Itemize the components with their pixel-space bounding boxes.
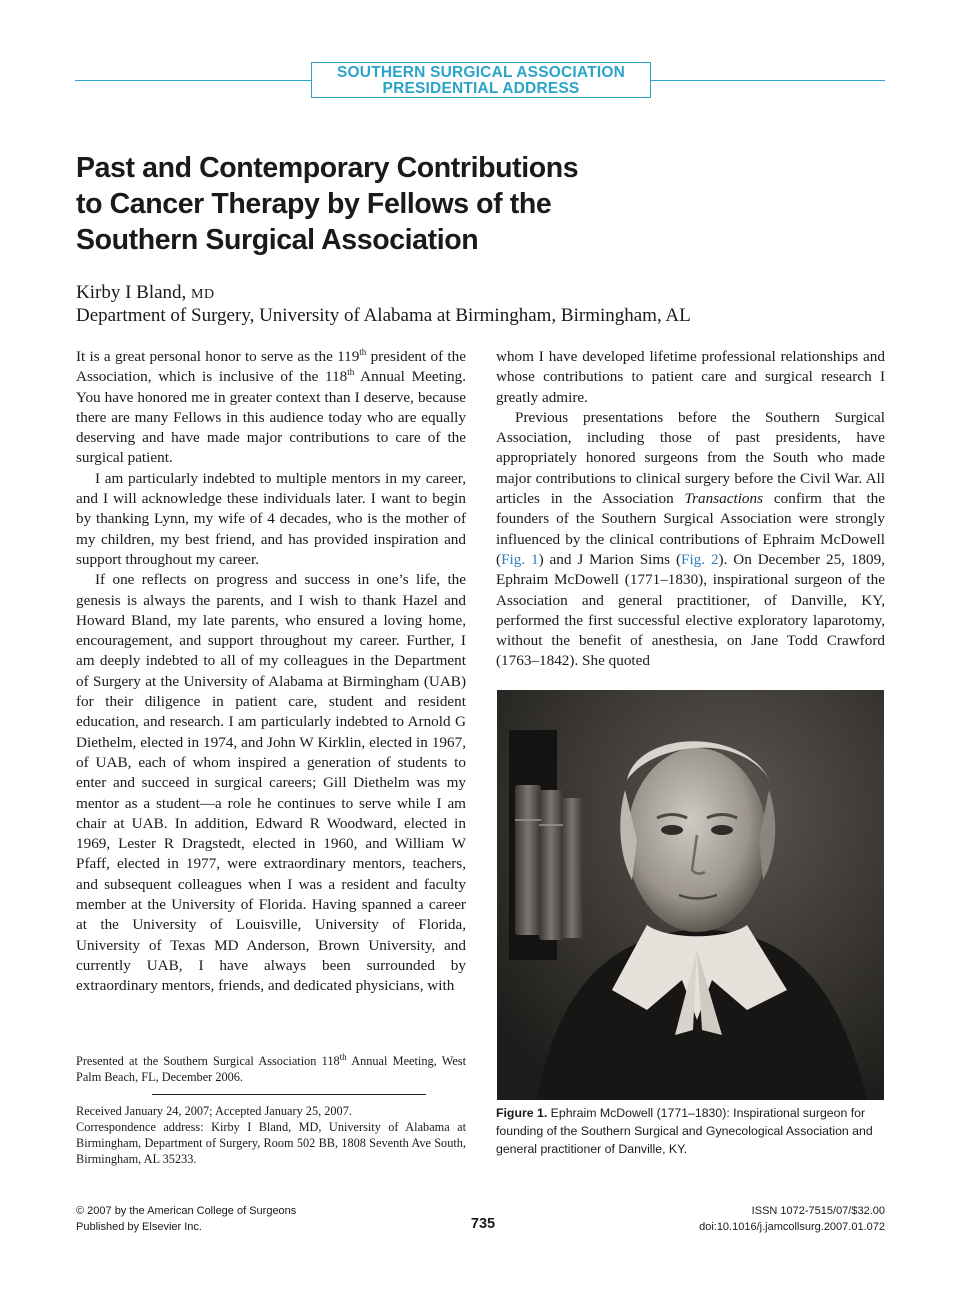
footnote-correspondence: Correspondence address: Kirby I Bland, MD, University of Alabama at Birmingham, Department of Surgery, Room 502 BB, 1808 Seventh Ave South, Birmingham, AL 35233. — [76, 1119, 466, 1167]
text-run: ) and J Marion Sims ( — [538, 550, 682, 568]
title-line-1: Past and Contemporary Contributions — [76, 152, 579, 184]
issn: ISSN 1072-7515/07/$32.00 — [751, 1205, 885, 1217]
footer-right — [620, 1203, 885, 1235]
italic-text: Transactions — [684, 490, 764, 508]
author — [76, 282, 215, 306]
text-run: ). On December 25, 1809, Ephraim McDowell (1771–1830), inspirational surgeon of the Association and general practitioner, of Danville, KY, performed the first successful elective exploratory laparotomy, without the benefit of anesthesia, on Jane Todd Crawford (1763–1842). She quoted — [496, 550, 886, 670]
text-run: Annual Meeting. You have honored me in greater context than I deserve, because there are many Fellows in this audience today who are equally deserving and have made major contributions to care of the surgical patient. — [76, 368, 466, 467]
figure-1-caption — [496, 1104, 888, 1158]
section-header-line2: PRESIDENTIAL ADDRESS — [382, 80, 580, 97]
text-run: Presented at the Southern Surgical Association 118 — [76, 1054, 340, 1068]
title-line-2: to Cancer Therapy by Fellows of the — [76, 188, 552, 220]
footnote-presented — [76, 1053, 466, 1086]
paragraph: whom I have developed lifetime professional relationships and whose contributions to patient care and surgical research I greatly admire. — [496, 348, 885, 406]
author-affiliation: Department of Surgery, University of Alabama at Birmingham, Birmingham, AL — [76, 305, 691, 326]
paragraph — [496, 408, 885, 672]
paragraph: If one reflects on progress and success in one’s life, the genesis is always the parents, and I wish to thank Hazel and Howard Bland, my late parents, who ensured a loving home, encouragement, and support throughout my career. Further, I am deeply indebted to all of my colleagues in the Department of Surgery at the University of Alabama at Birmingham (UAB) for their diligence in patient care, student and resident education, and research. I am particularly indebted to Arnold G Diethelm, elected in 1974, and John W Kirklin, elected in 1967, of UAB, each of whom inspired a generation of students to enter and succeed in surgical careers; Gill Diethelm was my mentor as a student—a role he continues to serve while I am chair at UAB. In addition, Edward R Woodward, elected in 1969, Lester R Dragstedt, elected in 1960, and William W Pfaff, elected in 1977, were extraordinary mentors, teachers, and subsequent colleagues when I was a resident and faculty member at the University of Florida. Having spanned a career at the University of Louisville, University of Florida, University of Texas MD Anderson, Brown University, and currently UAB, I have always been surrounded by extraordinary mentors, friends, and dedicated physicians, with — [76, 571, 466, 995]
figure-caption-text: Ephraim McDowell (1771–1830): Inspirational surgeon for founding of the Southern Surgical and Gynecological Association and general practitioner of Danville, KY. — [496, 1106, 873, 1156]
paragraph — [76, 347, 466, 469]
figure-1-portrait — [497, 690, 884, 1100]
figure-1-link[interactable]: Fig. 1 — [501, 550, 539, 568]
footnotes — [76, 1053, 466, 1168]
portrait-image — [497, 690, 884, 1100]
copyright: © 2007 by the American College of Surgeons — [76, 1205, 297, 1217]
superscript: th — [359, 346, 367, 357]
publisher: Published by Elsevier Inc. — [76, 1221, 202, 1233]
footnote-received: Received January 24, 2007; Accepted January 25, 2007. — [76, 1103, 352, 1118]
doi: doi:10.1016/j.jamcollsurg.2007.01.072 — [699, 1221, 885, 1233]
paragraph: I am particularly indebted to multiple mentors in my career, and I will acknowledge these individuals later. I want to begin by thanking Lynn, my wife of 4 decades, who is the mother of my children, my best friend, and has provided inspiration and support throughout my career. — [76, 469, 466, 568]
text-run: Previous presentations before the Southern Surgical Association, including those of past presidents, have appropriately honored surgeons from the South who made major contributions to clinical surgery before the Civil War. All articles in the Association — [496, 408, 885, 508]
text-run: confirm that the founders of the Southern Surgical Association were strongly influenced by the clinical contributions of Ephraim McDowell ( — [496, 490, 886, 568]
figure-2-link[interactable]: Fig. 2 — [681, 550, 719, 568]
superscript: th — [339, 1051, 347, 1062]
footnote-divider — [152, 1094, 426, 1095]
body-column-left — [76, 347, 466, 997]
superscript: th — [347, 367, 355, 378]
header-rule-left — [75, 80, 311, 81]
section-header — [311, 62, 651, 98]
author-degree: MD — [191, 287, 215, 302]
body-column-right — [496, 347, 885, 672]
article-title — [76, 150, 776, 258]
title-line-3: Southern Surgical Association — [76, 224, 479, 256]
section-header-line1: SOUTHERN SURGICAL ASSOCIATION — [337, 64, 625, 81]
text-run: It is a great personal honor to serve as the 119 — [76, 348, 360, 365]
footer-left — [76, 1203, 296, 1235]
author-name: Kirby I Bland, — [76, 282, 192, 303]
figure-label: Figure 1. — [496, 1106, 548, 1120]
text-run: Annual Meeting, West Palm Beach, FL, December 2006. — [76, 1054, 466, 1085]
header-rule-right — [651, 80, 885, 81]
page-number: 735 — [470, 1216, 496, 1232]
text-run: president of the Association, which is inclusive of the 118 — [76, 348, 466, 386]
